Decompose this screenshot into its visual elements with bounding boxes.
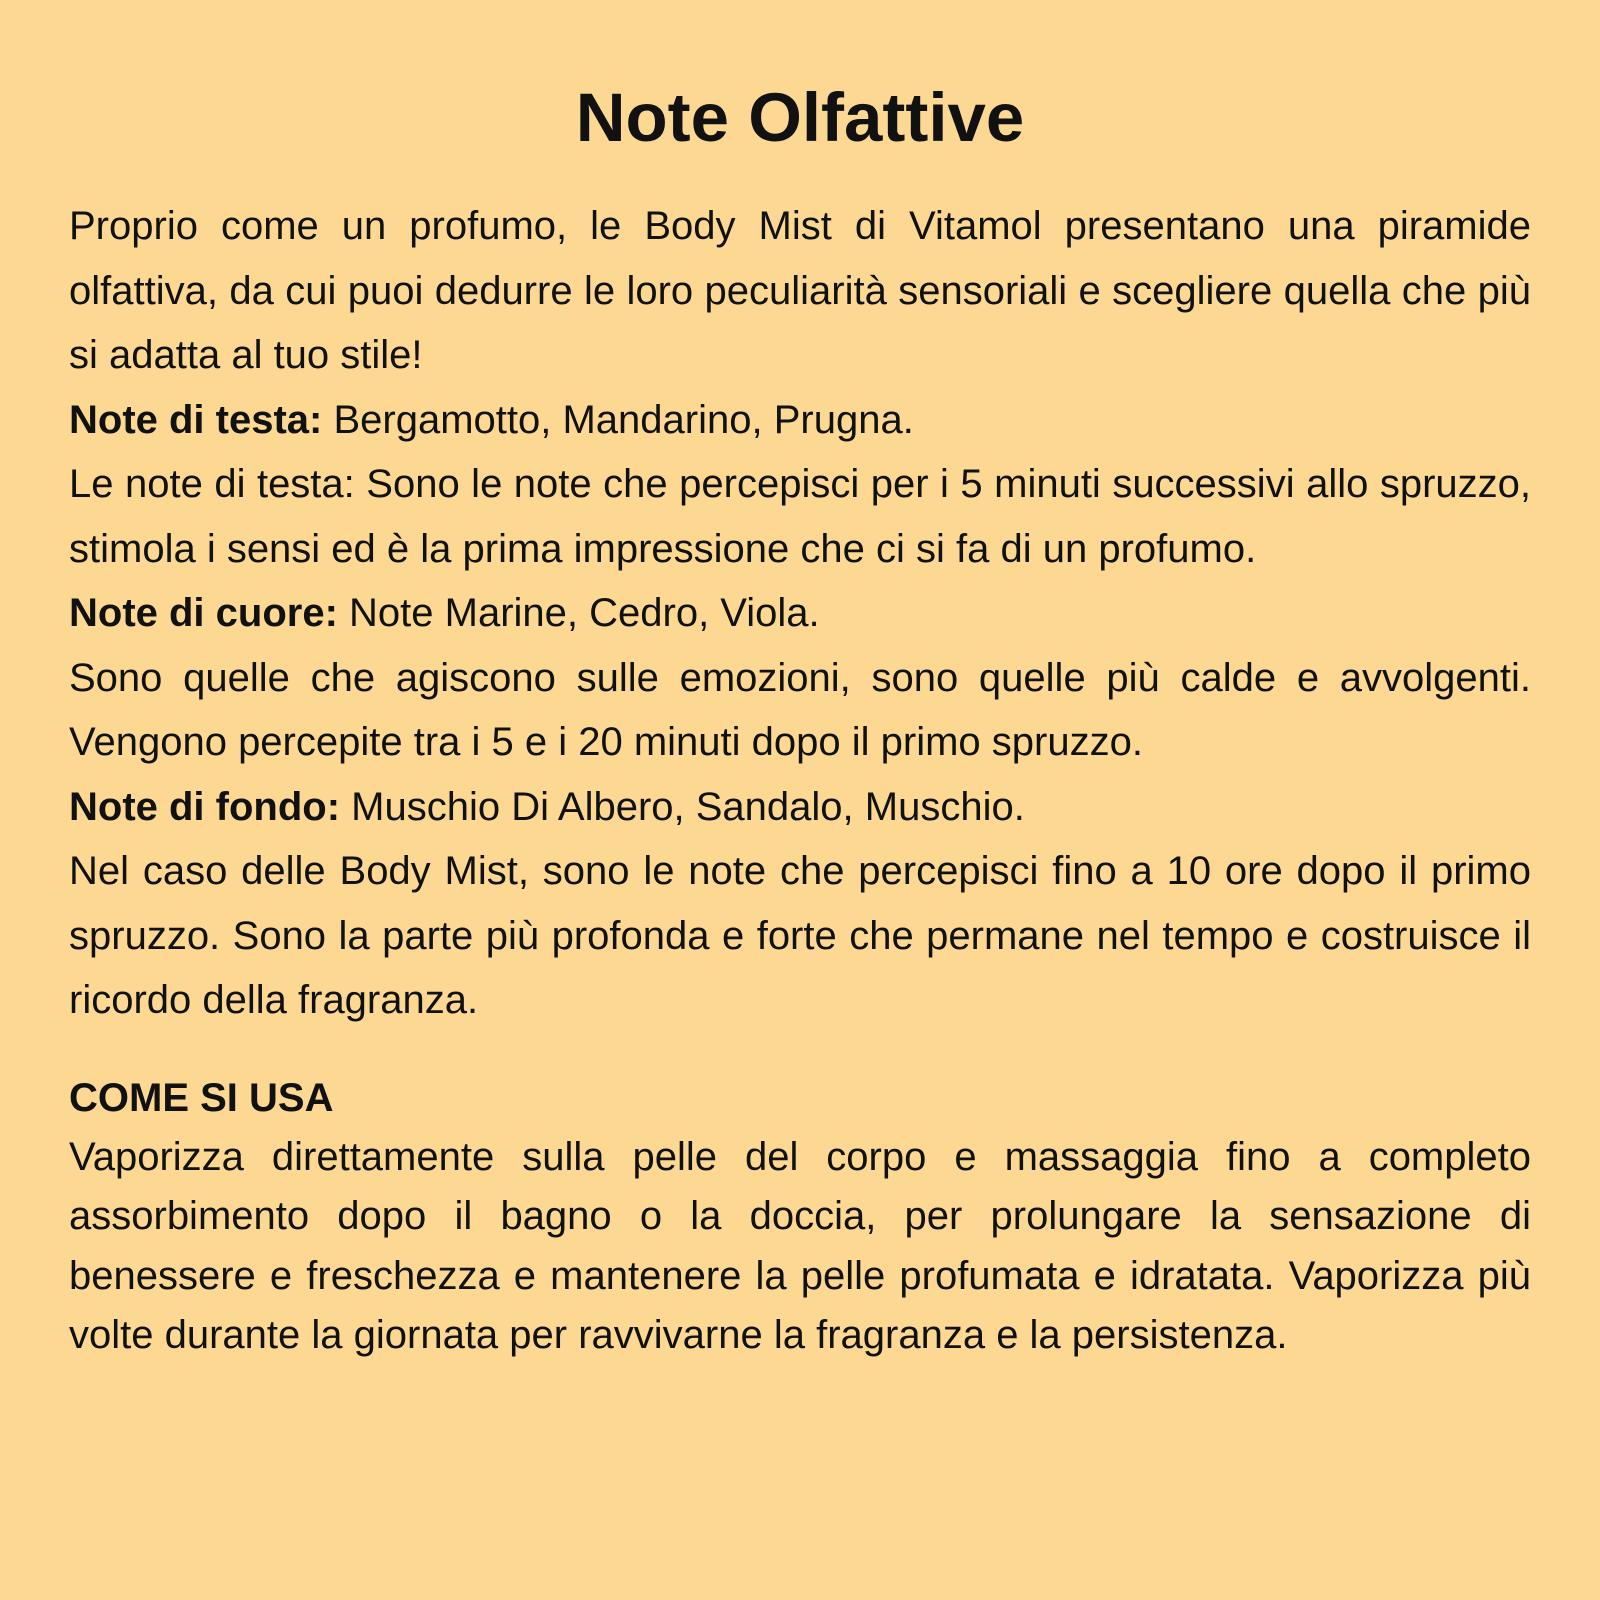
heart-notes-line — [69, 581, 1531, 646]
top-notes-label: Note di testa: — [69, 397, 323, 442]
top-notes-line — [69, 388, 1531, 453]
base-notes-value: Muschio Di Albero, Sandalo, Muschio. — [340, 784, 1025, 829]
base-notes-line — [69, 775, 1531, 840]
top-notes-description: Le note di testa: Sono le note che percepisci per i 5 minuti successivi allo spruzzo, stimola i sensi ed è la prima impressione che ci si fa di un profumo. — [69, 462, 1531, 571]
usage-section — [69, 1068, 1531, 1366]
intro-paragraph: Proprio come un profumo, le Body Mist di Vitamol presentano una piramide olfattiva, da cui puoi dedurre le loro peculiarità sensoriali e scegliere quella che più si adatta al tuo stile! — [69, 204, 1531, 377]
base-notes-description: Nel caso delle Body Mist, sono le note che percepisci fino a 10 ore dopo il primo spruzzo. Sono la parte più profonda e forte che permane nel tempo e costruisce il ricordo della fragranza. — [69, 849, 1531, 1022]
heart-notes-description: Sono quelle che agiscono sulle emozioni, sono quelle più calde e avvolgenti. Vengono percepite tra i 5 e i 20 minuti dopo il primo spruzzo. — [69, 655, 1531, 764]
usage-text: Vaporizza direttamente sulla pelle del corpo e massaggia fino a completo assorbimento dopo il bagno o la doccia, per prolungare la sensazione di benessere e freschezza e mantenere la pelle profumata e idratata. Vaporizza più volte durante la giornata per ravvivarne la fragranza e la persistenza. — [69, 1134, 1531, 1357]
heart-notes-value: Note Marine, Cedro, Viola. — [337, 591, 820, 635]
top-notes-value: Bergamotto, Mandarino, Prugna. — [322, 397, 914, 442]
usage-heading: COME SI USA — [69, 1075, 334, 1120]
notes-section — [69, 194, 1531, 1033]
page-title: Note Olfattive — [575, 79, 1025, 156]
base-notes-label: Note di fondo: — [69, 784, 341, 829]
heart-notes-label: Note di cuore: — [69, 591, 338, 635]
